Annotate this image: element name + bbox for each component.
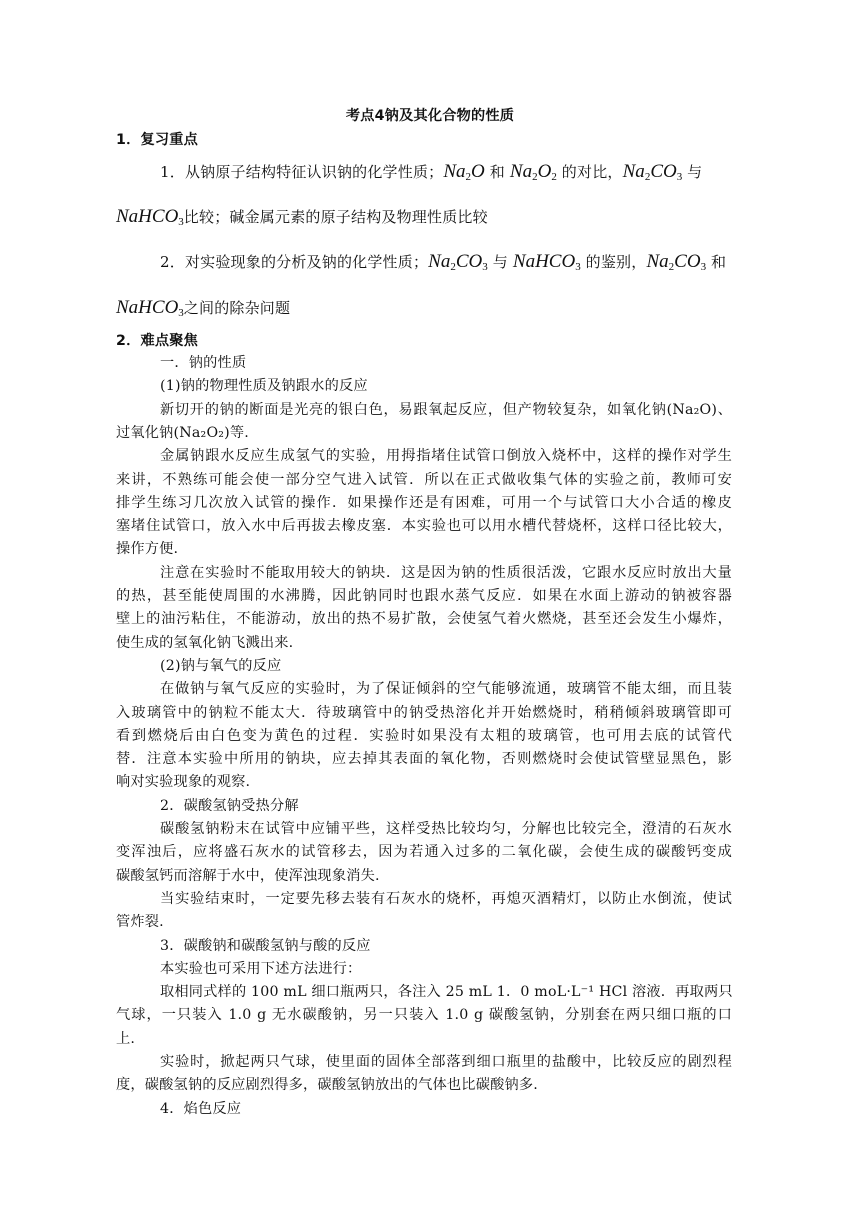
body-line: 使生成的氢氧化钠飞溅出来. [116,634,294,651]
formula-na2co3: $Na_2CO_3$ [646,251,707,273]
review-item-2: 2．对实验现象的分析及钠的化学性质；$Na_2CO_3$ 与 NaHCO$_3$ 的鉴别，$Na_2CO_3$ 和 [160,251,727,273]
section-heading-difficulties: 2．难点聚焦 [116,333,199,349]
body-line: 气球，一只装入 1.0 g 无水碳酸钠，另一只装入 1.0 g 碳酸氢钠，分别套在两只细口瓶的口 [116,1007,732,1024]
body-line: 入玻璃管中的钠粒不能太大．待玻璃管中的钠受热溶化并开始燃烧时，稍稍倾斜玻璃管即可 [116,704,732,721]
body-line: 上. [116,1030,136,1047]
formula-nahco3: NaHCO$_3$ [116,206,184,228]
body-line: 取相同式样的 100 mL 细口瓶两只，各注入 25 mL 1．0 moL·L⁻¹ HCl 溶液．再取两只 [160,984,733,1001]
body-line: 壁上的油污粘住，不能游动，放出的热不易扩散，会使氢气着火燃烧，甚至还会发生小爆炸， [116,611,732,628]
formula-na2co3: $Na_2CO_3$ [428,251,488,273]
body-line: 碳酸氢钙而溶解于水中，使浑浊现象消失. [116,867,380,884]
body-line: 注意在实验时不能取用较大的钠块．这是因为钠的性质很活泼，它跟水反应时放出大量 [160,564,732,581]
body-line: 新切开的钠的断面是光亮的银白色，易跟氧起反应，但产物较复杂，如氧化钠(Na₂O)、 [160,401,732,418]
body-line: 响对实验现象的观察. [116,774,251,791]
body-line: 塞堵住试管口，放入水中后再拔去橡皮塞．本实验也可以用水槽代替烧杯，这样口径比较大， [116,518,732,535]
body-line: 本实验也可采用下述方法进行： [160,960,362,977]
review-item-1: 1．从钠原子结构特征认识钠的化学性质；$Na_2O$ 和 $Na_2O_2$ 的对比，$Na_2CO_3$ 与 [160,161,703,183]
body-line: 的热，甚至能使周围的水沸腾，因此钠同时也跟水蒸气反应．如果在水面上游动的钠被容器 [116,588,732,604]
section-heading-review: 1．复习重点 [116,132,199,148]
formula-nahco3: NaHCO$_3$ [512,251,581,273]
body-line: 度，碳酸氢钠的反应剧烈得多，碳酸氢钠放出的气体也比碳酸钠多. [116,1077,538,1094]
body-line: 2．碳酸氢钠受热分解 [160,797,299,814]
page-title: 考点4钠及其化合物的性质 [345,108,515,124]
body-line: 一．钠的性质 [160,355,247,371]
formula-nahco3: NaHCO$_3$ [116,297,184,319]
review-item-1-cont: NaHCO$_3$比较；碱金属元素的原子结构及物理性质比较 [116,206,488,228]
body-line: 替．注意本实验中所用的钠块，应去掉其表面的氧化物，否则燃烧时会使试管壁显黑色，影 [116,751,732,768]
body-line: (1)钠的物理性质及钠跟水的反应 [160,378,368,395]
formula-na2co3: $Na_2CO_3$ [622,161,683,183]
body-line: 金属钠跟水反应生成氢气的实验，用拇指堵住试管口倒放入烧杯中，这样的操作对学生 [160,448,732,465]
body-line: 变浑浊后，应将盛石灰水的试管移去，因为若通入过多的二氧化碳，会使生成的碳酸钙变成 [116,844,732,861]
body-line: 排学生练习几次放入试管的操作．如果操作还是有困难，可用一个与试管口大小合适的橡皮 [116,494,732,511]
formula-na2o: $Na_2O$ [443,161,485,183]
body-line: 过氧化钠(Na₂O₂)等. [116,424,249,441]
body-line: 4．焰色反应 [160,1100,242,1117]
body-line: 3．碳酸钠和碳酸氢钠与酸的反应 [160,937,371,954]
body-line: 碳酸氢钠粉末在试管中应铺平些，这样受热比较均匀，分解也比较完全，澄清的石灰水 [160,821,732,837]
formula-na2o2: $Na_2O_2$ [509,161,557,183]
body-line: 来讲，不熟练可能会使一部分空气进入试管．所以在正式做收集气体的实验之前，教师可安 [116,471,732,488]
body-line: 管炸裂. [116,914,164,931]
review-item-2-cont: NaHCO$_3$之间的除杂问题 [116,297,291,319]
body-line: (2)钠与氧气的反应 [160,657,282,674]
body-line: 操作方便. [116,541,179,558]
body-line: 看到燃烧后由白色变为黄色的过程．实验时如果没有太粗的玻璃管，也可用去底的试管代 [116,727,732,744]
body-line: 当实验结束时，一定要先移去装有石灰水的烧杯，再熄灭酒精灯，以防止水倒流，使试 [160,890,732,907]
body-line: 实验时，掀起两只气球，使里面的固体全部落到细口瓶里的盐酸中，比较反应的剧烈程 [160,1054,732,1070]
body-line: 在做钠与氧气反应的实验时，为了保证倾斜的空气能够流通，玻璃管不能太细，而且装 [160,681,732,698]
